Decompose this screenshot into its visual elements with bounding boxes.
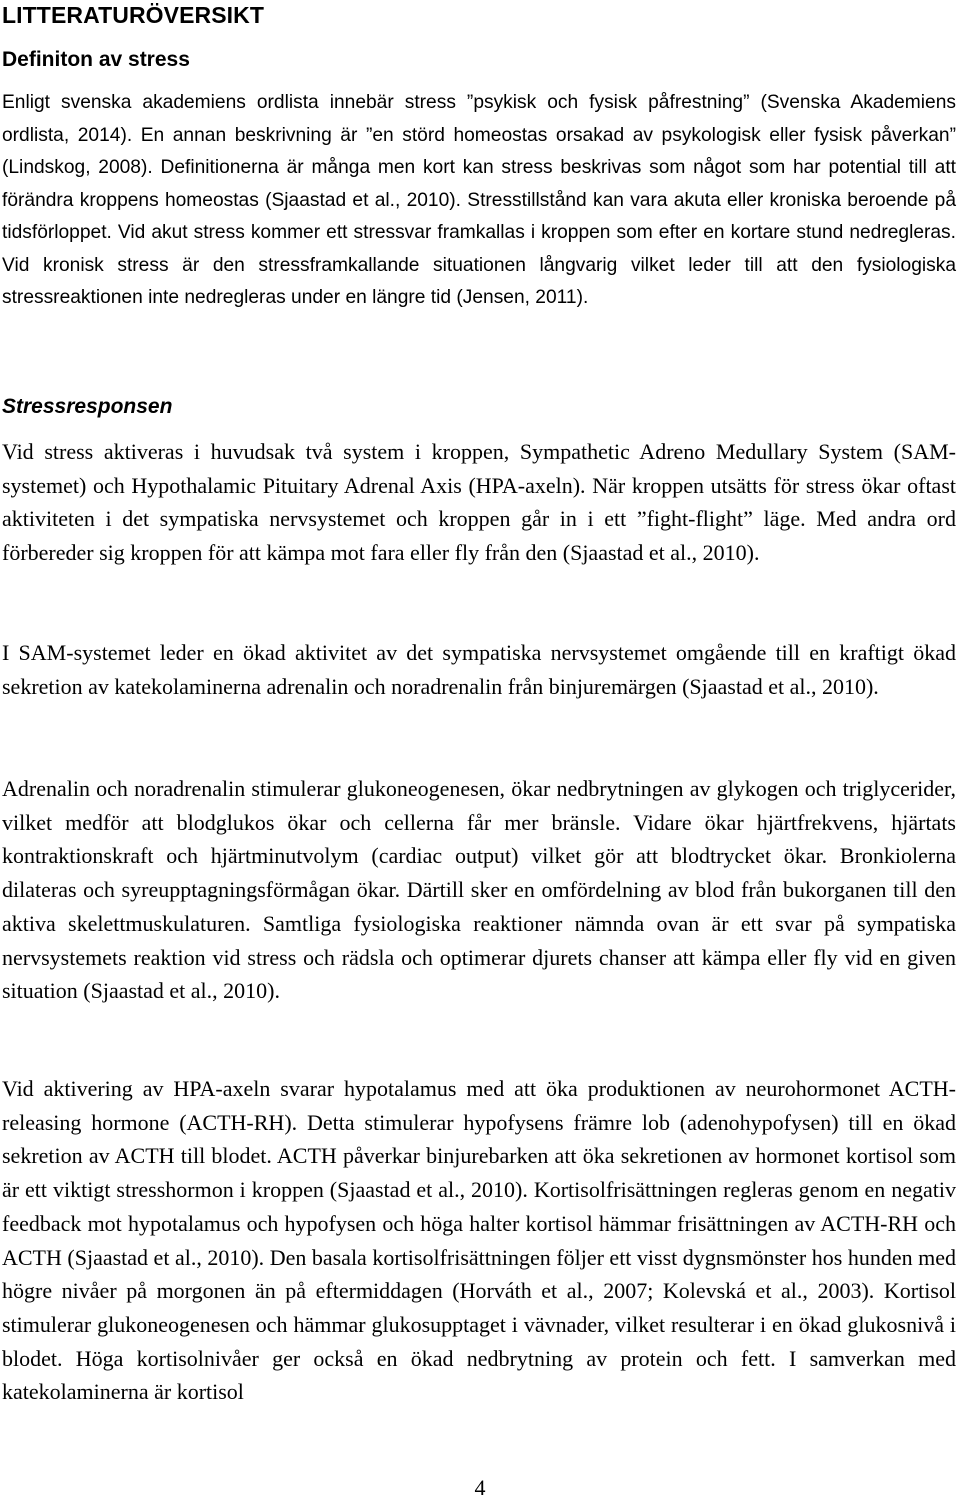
definition-paragraph: Enligt svenska akademiens ordlista innebär stress ”psykisk och fysisk påfrestning” (Svenska Akademiens ordlista, 2014). En annan beskrivning är ”en störd homeostas orsakad av psykologisk eller fysisk påverkan” (Lindskog, 2008). Definitionerna är många men kort kan stress beskrivas som något som har potential till att förändra kroppens homeostas (Sjaastad et al., 2010). Stresstillstånd kan vara akuta eller kroniska beroende på tidsförloppet. Vid akut stress kommer ett stressvar framkallas i kroppen som efter en kortare stund nedregleras. Vid kronisk stress är den stressframkallande situationen långvarig vilket leder till att den fysiologiska stressreaktionen inte nedregleras under en längre tid (Jensen, 2011). [2, 92, 956, 308]
section-heading-definition: Definiton av stress [2, 48, 190, 71]
stressresponse-paragraph-3: Adrenalin och noradrenalin stimulerar glukoneogenesen, ökar nedbrytningen av glykogen och triglycerider, vilket medför att blodglukos ökar och cellerna får mer bränsle. Vidare ökar hjärtfrekvens, hjärtats kontraktionskraft och hjärtminutvolym (cardiac output) vilket gör att blodtrycket ökar. Bronkiolerna dilateras och syreupptagningsförmågan ökar. Därtill sker en omfördelning av blod från bukorganen till den aktiva skelettmuskulaturen. Samtliga fysiologiska reaktioner nämnda ovan är ett svar på sympatiska nervsystemets reaktion vid stress och rädsla och optimerar djurets chanser att kämpa eller fly vid en given situation (Sjaastad et al., 2010). [2, 776, 956, 1004]
document-title: LITTERATURÖVERSIKT [2, 2, 265, 28]
page-number: 4 [474, 1475, 486, 1500]
stressresponse-paragraph-4: Vid aktivering av HPA-axeln svarar hypotalamus med att öka produktionen av neurohormonet ACTH-releasing hormone (ACTH-RH). Detta stimulerar hypofysens främre lob (adenohypofysen) till en ökad sekretion av ACTH till blodet. ACTH påverkar binjurebarken att öka sekretionen av hormonet kortisol som är ett viktigt stresshormon i kroppen (Sjaastad et al., 2010). Kortisolfrisättningen regleras genom en negativ feedback mot hypotalamus och hypofysen och höga halter kortisol hämmar frisättningen av ACTH-RH och ACTH (Sjaastad et al., 2010). Den basala kortisolfrisättningen följer ett visst dygnsmönster hos hunden med högre nivåer på morgonen än på eftermiddagen (Horváth et al., 2007; Kolevská et al., 2003). Kortisol stimulerar glukoneogenesen och hämmar glukosupptaget i vävnader, vilket resulterar i en ökad glukosnivå i blodet. Höga kortisolnivåer ger också en ökad nedbrytning av protein och fett. I samverkan med katekolaminerna är kortisol [2, 1076, 956, 1405]
section-heading-stressresponse: Stressresponsen [2, 395, 173, 418]
stressresponse-paragraph-1: Vid stress aktiveras i huvudsak två system i kroppen, Sympathetic Adreno Medullary System (SAM-systemet) och Hypothalamic Pituitary Adrenal Axis (HPA-axeln). När kroppen utsätts för stress ökar oftast aktiviteten i det sympatiska nervsystemet och kroppen går in i ett ”fight-flight” läge. Med andra ord förbereder sig kroppen för att kämpa mot fara eller fly från den (Sjaastad et al., 2010). [2, 439, 956, 566]
stressresponse-paragraph-2: I SAM-systemet leder en ökad aktivitet av det sympatiska nervsystemet omgående till en kraftigt ökad sekretion av katekolaminerna adrenalin och noradrenalin från binjuremärgen (Sjaastad et al., 2010). [2, 640, 956, 699]
